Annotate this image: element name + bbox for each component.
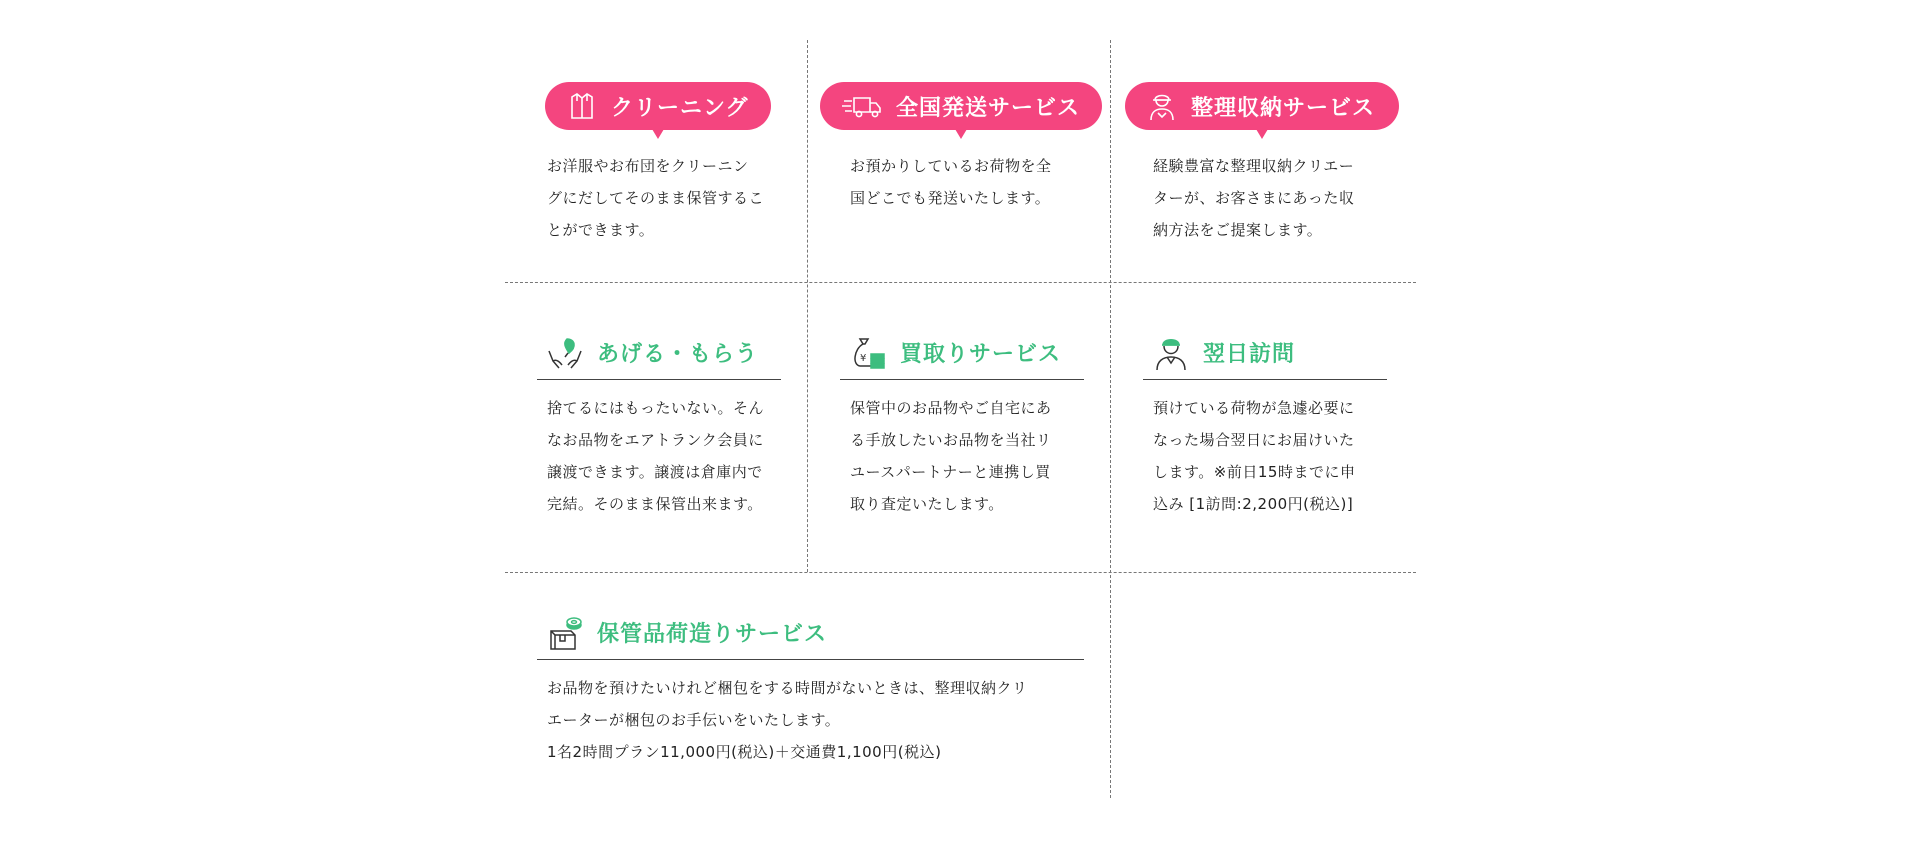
service-description: 捨てるにはもったいない。そん なお品物をエアトランク会員に 譲渡できます。譲渡は倉庫内で 完結。そのまま保管出来ます。	[547, 399, 765, 513]
service-heading-give-receive	[537, 326, 781, 380]
service-description: お預かりしているお荷物を全 国どこでも発送いたします。	[850, 157, 1052, 207]
grid-divider	[505, 282, 1416, 283]
organizer-person-icon	[1147, 91, 1177, 121]
staff-person-icon	[1153, 335, 1189, 371]
service-heading-buyback	[840, 326, 1084, 380]
service-heading-organizing	[1125, 82, 1399, 130]
service-title: クリーニング	[611, 95, 749, 121]
service-title: 保管品荷造りサービス	[597, 622, 828, 647]
package-tape-icon	[547, 615, 583, 651]
service-description: お洋服やお布団をクリーニン グにだしてそのまま保管するこ とができます。	[547, 157, 765, 239]
svg-text:¥: ¥	[860, 352, 867, 364]
service-description: お品物を預けたいけれど梱包をする時間がないときは、整理収納クリ エーターが梱包のお手伝いをいたします。 1名2時間プラン11,000円(税込)＋交通費1,100円(税込)	[547, 679, 1028, 761]
services-grid	[505, 40, 1416, 798]
service-heading-shipping	[820, 82, 1102, 130]
grid-divider	[505, 572, 1416, 573]
service-heading-next-day-visit	[1143, 326, 1387, 380]
service-description: 保管中のお品物やご自宅にあ る手放したいお品物を当社リ ユースパートナーと連携し買 取り査定いたします。	[850, 399, 1052, 513]
service-title: 翌日訪問	[1203, 342, 1296, 367]
shirt-icon	[567, 91, 597, 121]
grid-divider	[1110, 40, 1111, 798]
service-title: 全国発送サービス	[896, 95, 1081, 121]
service-title: 買取りサービス	[900, 342, 1062, 367]
grid-divider	[807, 40, 808, 572]
service-title: 整理収納サービス	[1191, 95, 1376, 121]
money-bag-icon	[850, 335, 886, 371]
service-description: 預けている荷物が急遽必要に なった場合翌日にお届けいた します。※前日15時までに申 込み [1訪問:2,200円(税込)]	[1153, 399, 1356, 513]
service-title: あげる・もらう	[597, 342, 759, 367]
service-description: 経験豊富な整理収納クリエー ターが、お客さまにあった収 納方法をご提案します。	[1153, 157, 1355, 239]
service-heading-packing	[537, 606, 1084, 660]
service-heading-cleaning	[545, 82, 771, 130]
hands-leaf-icon	[547, 335, 583, 371]
delivery-truck-icon	[842, 91, 882, 121]
